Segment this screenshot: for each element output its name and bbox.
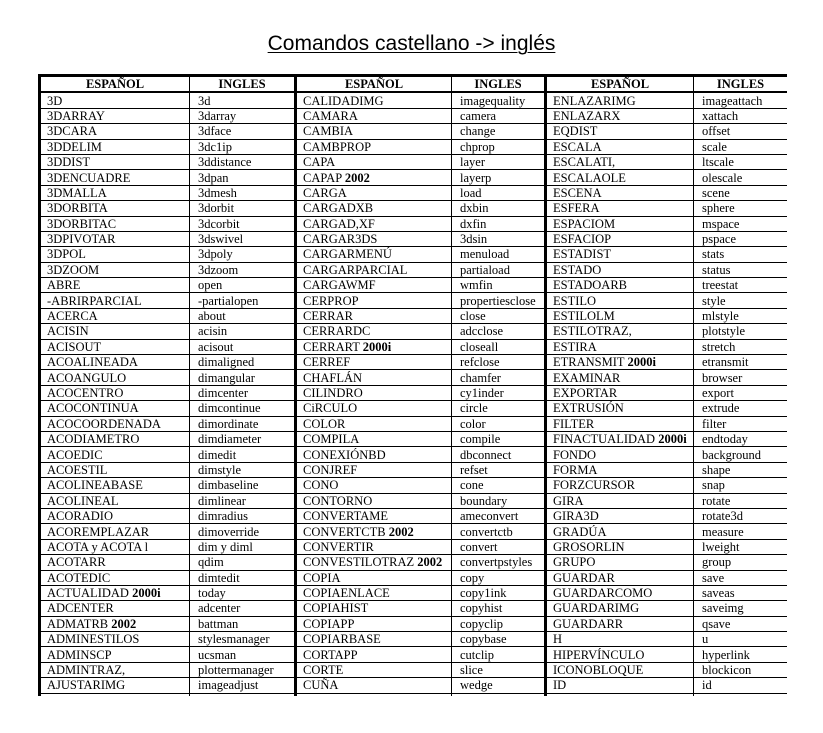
english-command-cell: acisin: [190, 324, 296, 339]
spanish-command-cell: 3DDELIM: [40, 139, 190, 154]
english-command-cell: compile: [452, 431, 546, 446]
table-row: [40, 370, 788, 385]
spanish-command-cell: HIPERVÍNCULO: [546, 647, 694, 662]
english-command-cell: copyhist: [452, 601, 546, 616]
english-command-cell: open: [190, 278, 296, 293]
spanish-command-cell: CARGAD,XF: [296, 216, 452, 231]
spanish-command-cell: GUARDARR: [546, 616, 694, 631]
table-row: [40, 262, 788, 277]
spanish-command-cell: FINACTUALIDAD 2000i: [546, 431, 694, 446]
spanish-command-cell: CHAFLÁN: [296, 370, 452, 385]
spanish-command-cell: ESFACIOP: [546, 231, 694, 246]
english-command-cell: 3d: [190, 92, 296, 108]
table-row: [40, 401, 788, 416]
english-command-cell: status: [694, 262, 788, 277]
spanish-command-cell: 3DCARA: [40, 124, 190, 139]
english-command-cell: closeall: [452, 339, 546, 354]
spanish-command-cell: CONVESTILOTRAZ 2002: [296, 555, 452, 570]
spanish-command-cell: CONTORNO: [296, 493, 452, 508]
english-command-cell: dimradius: [190, 508, 296, 523]
spanish-command-cell: ESTILO: [546, 293, 694, 308]
spanish-command-cell: CARGAR3DS: [296, 231, 452, 246]
spanish-command-cell: CILINDRO: [296, 385, 452, 400]
spanish-command-cell: GROSORLIN: [546, 539, 694, 554]
spanish-command-cell: ADMATRB 2002: [40, 616, 190, 631]
table-row: [40, 616, 788, 631]
english-command-cell: load: [452, 185, 546, 200]
spanish-command-cell: 3DARRAY: [40, 108, 190, 123]
spanish-command-cell: ACOLINEABASE: [40, 478, 190, 493]
english-command-cell: dimcenter: [190, 385, 296, 400]
spanish-command-cell: FORMA: [546, 462, 694, 477]
table-row: [40, 601, 788, 616]
english-command-cell: xattach: [694, 108, 788, 123]
table-row: [40, 92, 788, 108]
spanish-command-cell: CERRART 2000i: [296, 339, 452, 354]
spanish-command-cell: FILTER: [546, 416, 694, 431]
table-row: [40, 308, 788, 323]
spanish-command-cell: EQDIST: [546, 124, 694, 139]
english-command-cell: 3dzoom: [190, 262, 296, 277]
spanish-command-cell: 3DORBITAC: [40, 216, 190, 231]
spanish-command-cell: FONDO: [546, 447, 694, 462]
table-row: [40, 478, 788, 493]
spanish-command-cell: ADMINESTILOS: [40, 632, 190, 647]
table-row: [40, 108, 788, 123]
spanish-command-cell: CARGARMENÚ: [296, 247, 452, 262]
table-row: [40, 278, 788, 293]
english-command-cell: extrude: [694, 401, 788, 416]
spanish-command-cell: ADCENTER: [40, 601, 190, 616]
spanish-command-cell: GUARDAR: [546, 570, 694, 585]
english-command-cell: dxfin: [452, 216, 546, 231]
spanish-command-cell: ACOALINEADA: [40, 355, 190, 370]
spanish-command-cell: CARGAWMF: [296, 278, 452, 293]
english-command-cell: copybase: [452, 632, 546, 647]
english-command-cell: cy1inder: [452, 385, 546, 400]
english-command-cell: adcenter: [190, 601, 296, 616]
table-row: [40, 324, 788, 339]
spanish-command-cell: CiRCULO: [296, 401, 452, 416]
english-command-cell: mlstyle: [694, 308, 788, 323]
spanish-command-cell: 3DPOL: [40, 247, 190, 262]
spanish-command-cell: ENLAZARX: [546, 108, 694, 123]
english-command-cell: saveimg: [694, 601, 788, 616]
english-command-cell: dimoverride: [190, 524, 296, 539]
english-command-cell: menuload: [452, 247, 546, 262]
english-command-cell: dimangular: [190, 370, 296, 385]
table-row: [40, 447, 788, 462]
english-command-cell: copy1ink: [452, 585, 546, 600]
spanish-command-cell: ESCENA: [546, 185, 694, 200]
table-row: [40, 632, 788, 647]
english-command-cell: copy: [452, 570, 546, 585]
commands-table-container: [38, 74, 787, 696]
spanish-command-cell: ACOTARR: [40, 555, 190, 570]
header-ingles-3: INGLES: [694, 76, 788, 93]
header-ingles-1: INGLES: [190, 76, 296, 93]
english-command-cell: 3dswivel: [190, 231, 296, 246]
spanish-command-cell: ACOTA y ACOTA l: [40, 539, 190, 554]
english-command-cell: wedge: [452, 678, 546, 693]
spanish-command-cell: ACOCOORDENADA: [40, 416, 190, 431]
spanish-command-cell: CAPAP 2002: [296, 170, 452, 185]
english-command-cell: plotstyle: [694, 324, 788, 339]
spanish-command-cell: CAMBPROP: [296, 139, 452, 154]
table-row: [40, 647, 788, 662]
english-command-cell: -partialopen: [190, 293, 296, 308]
english-command-cell: imageattach: [694, 92, 788, 108]
table-row: [40, 662, 788, 677]
spanish-command-cell: CALIDADIMG: [296, 92, 452, 108]
spanish-command-cell: EXTRUSIÓN: [546, 401, 694, 416]
english-command-cell: group: [694, 555, 788, 570]
table-body: [40, 92, 788, 696]
english-command-cell: style: [694, 293, 788, 308]
table-row: [40, 124, 788, 139]
spanish-command-cell: ESTADOARB: [546, 278, 694, 293]
english-command-cell: imagequality: [452, 92, 546, 108]
spanish-command-cell: CONJREF: [296, 462, 452, 477]
english-command-cell: today: [190, 585, 296, 600]
spanish-command-cell: CERRARDC: [296, 324, 452, 339]
english-command-cell: color: [452, 416, 546, 431]
spanish-command-cell: 3DPIVOTAR: [40, 231, 190, 246]
spanish-command-cell: 3DZOOM: [40, 262, 190, 277]
english-command-cell: circle: [452, 401, 546, 416]
english-command-cell: olescale: [694, 170, 788, 185]
english-command-cell: 3dmesh: [190, 185, 296, 200]
document-title: [0, 31, 823, 57]
spanish-command-cell: ACOANGULO: [40, 370, 190, 385]
spanish-command-cell: 3DMALLA: [40, 185, 190, 200]
english-command-cell: measure: [694, 524, 788, 539]
table-row: [40, 585, 788, 600]
english-command-cell: convertctb: [452, 524, 546, 539]
spanish-command-cell: CONVERTIR: [296, 539, 452, 554]
spanish-command-cell: CERRAR: [296, 308, 452, 323]
english-command-cell: filter: [694, 416, 788, 431]
english-command-cell: dimlinear: [190, 493, 296, 508]
english-command-cell: camera: [452, 108, 546, 123]
spanish-command-cell: COLOR: [296, 416, 452, 431]
spanish-command-cell: CORTAPP: [296, 647, 452, 662]
spanish-command-cell: COPIA: [296, 570, 452, 585]
spanish-command-cell: CONVERTCTB 2002: [296, 524, 452, 539]
header-espanol-3: ESPAÑOL: [546, 76, 694, 93]
english-command-cell: convert: [452, 539, 546, 554]
english-command-cell: 3dorbit: [190, 201, 296, 216]
spanish-command-cell: ESTIRA: [546, 339, 694, 354]
spanish-command-cell: 3DDIST: [40, 154, 190, 169]
spanish-command-cell: 3DENCUADRE: [40, 170, 190, 185]
table-header-row: [40, 76, 788, 93]
spanish-command-cell: ACOTEDIC: [40, 570, 190, 585]
english-command-cell: boundary: [452, 493, 546, 508]
english-command-cell: acisout: [190, 339, 296, 354]
english-command-cell: cutclip: [452, 647, 546, 662]
table-row: [40, 508, 788, 523]
table-row: [40, 139, 788, 154]
spanish-command-cell: ID: [546, 678, 694, 693]
english-command-cell: dbconnect: [452, 447, 546, 462]
spanish-command-cell: CUÑA: [296, 678, 452, 693]
table-row: [40, 555, 788, 570]
cut-off-cell: [40, 693, 190, 696]
english-command-cell: cone: [452, 478, 546, 493]
spanish-command-cell: ESTADIST: [546, 247, 694, 262]
english-command-cell: blockicon: [694, 662, 788, 677]
spanish-command-cell: ADMINSCP: [40, 647, 190, 662]
spanish-command-cell: COPIAHIST: [296, 601, 452, 616]
english-command-cell: rotate3d: [694, 508, 788, 523]
english-command-cell: pspace: [694, 231, 788, 246]
english-command-cell: shape: [694, 462, 788, 477]
spanish-command-cell: ACOESTIL: [40, 462, 190, 477]
table-row: [40, 493, 788, 508]
english-command-cell: stylesmanager: [190, 632, 296, 647]
english-command-cell: adcclose: [452, 324, 546, 339]
english-command-cell: lweight: [694, 539, 788, 554]
spanish-command-cell: ACTUALIDAD 2000i: [40, 585, 190, 600]
english-command-cell: refset: [452, 462, 546, 477]
table-row: [40, 431, 788, 446]
english-command-cell: 3dc1ip: [190, 139, 296, 154]
english-command-cell: wmfin: [452, 278, 546, 293]
english-command-cell: layerp: [452, 170, 546, 185]
english-command-cell: browser: [694, 370, 788, 385]
english-command-cell: 3dface: [190, 124, 296, 139]
english-command-cell: save: [694, 570, 788, 585]
header-espanol-1: ESPAÑOL: [40, 76, 190, 93]
english-command-cell: dimstyle: [190, 462, 296, 477]
english-command-cell: copyclip: [452, 616, 546, 631]
english-command-cell: dimordinate: [190, 416, 296, 431]
spanish-command-cell: ESPACIOM: [546, 216, 694, 231]
spanish-command-cell: GIRA: [546, 493, 694, 508]
spanish-command-cell: COPIAENLACE: [296, 585, 452, 600]
cut-off-cell: [296, 693, 452, 696]
spanish-command-cell: GIRA3D: [546, 508, 694, 523]
english-command-cell: change: [452, 124, 546, 139]
spanish-command-cell: H: [546, 632, 694, 647]
table-row: [40, 185, 788, 200]
spanish-command-cell: GUARDARCOMO: [546, 585, 694, 600]
spanish-command-cell: ACODIAMETRO: [40, 431, 190, 446]
spanish-command-cell: ADMINTRAZ,: [40, 662, 190, 677]
table-row-cut-off: [40, 693, 788, 696]
spanish-command-cell: GUARDARIMG: [546, 601, 694, 616]
english-command-cell: dim y diml: [190, 539, 296, 554]
english-command-cell: dimaligned: [190, 355, 296, 370]
spanish-command-cell: 3D: [40, 92, 190, 108]
english-command-cell: dimedit: [190, 447, 296, 462]
table-row: [40, 355, 788, 370]
spanish-command-cell: ESCALATI,: [546, 154, 694, 169]
english-command-cell: qdim: [190, 555, 296, 570]
spanish-command-cell: ACERCA: [40, 308, 190, 323]
header-espanol-2: ESPAÑOL: [296, 76, 452, 93]
english-command-cell: background: [694, 447, 788, 462]
spanish-command-cell: CERPROP: [296, 293, 452, 308]
spanish-command-cell: ACISIN: [40, 324, 190, 339]
spanish-command-cell: CONEXIÓNBD: [296, 447, 452, 462]
spanish-command-cell: ACOCENTRO: [40, 385, 190, 400]
english-command-cell: offset: [694, 124, 788, 139]
table-row: [40, 462, 788, 477]
english-command-cell: ltscale: [694, 154, 788, 169]
spanish-command-cell: ACORADIO: [40, 508, 190, 523]
english-command-cell: treestat: [694, 278, 788, 293]
table-row: [40, 154, 788, 169]
english-command-cell: u: [694, 632, 788, 647]
table-row: [40, 539, 788, 554]
english-command-cell: snap: [694, 478, 788, 493]
english-command-cell: dxbin: [452, 201, 546, 216]
spanish-command-cell: GRUPO: [546, 555, 694, 570]
spanish-command-cell: ICONOBLOQUE: [546, 662, 694, 677]
spanish-command-cell: ACOCONTINUA: [40, 401, 190, 416]
english-command-cell: dimtedit: [190, 570, 296, 585]
table-row: [40, 339, 788, 354]
cut-off-cell: [190, 693, 296, 696]
spanish-command-cell: COPIARBASE: [296, 632, 452, 647]
english-command-cell: partiaload: [452, 262, 546, 277]
spanish-command-cell: FORZCURSOR: [546, 478, 694, 493]
english-command-cell: dimdiameter: [190, 431, 296, 446]
spanish-command-cell: ACOLINEAL: [40, 493, 190, 508]
commands-table: [38, 74, 787, 696]
english-command-cell: stats: [694, 247, 788, 262]
table-row: [40, 570, 788, 585]
english-command-cell: layer: [452, 154, 546, 169]
spanish-command-cell: ESFERA: [546, 201, 694, 216]
spanish-command-cell: EXAMINAR: [546, 370, 694, 385]
english-command-cell: sphere: [694, 201, 788, 216]
table-row: [40, 201, 788, 216]
english-command-cell: chamfer: [452, 370, 546, 385]
table-row: [40, 524, 788, 539]
table-row: [40, 170, 788, 185]
spanish-command-cell: ACOREMPLAZAR: [40, 524, 190, 539]
spanish-command-cell: AJUSTARIMG: [40, 678, 190, 693]
document-title-text: Comandos castellano -> inglés: [267, 32, 556, 55]
cut-off-cell: [694, 693, 788, 696]
english-command-cell: stretch: [694, 339, 788, 354]
spanish-command-cell: CAPA: [296, 154, 452, 169]
english-command-cell: about: [190, 308, 296, 323]
spanish-command-cell: ACISOUT: [40, 339, 190, 354]
english-command-cell: dimcontinue: [190, 401, 296, 416]
english-command-cell: 3darray: [190, 108, 296, 123]
spanish-command-cell: ESTADO: [546, 262, 694, 277]
spanish-command-cell: COMPILA: [296, 431, 452, 446]
header-ingles-2: INGLES: [452, 76, 546, 93]
english-command-cell: convertpstyles: [452, 555, 546, 570]
english-command-cell: battman: [190, 616, 296, 631]
table-row: [40, 247, 788, 262]
spanish-command-cell: EXPORTAR: [546, 385, 694, 400]
spanish-command-cell: ACOEDIC: [40, 447, 190, 462]
english-command-cell: chprop: [452, 139, 546, 154]
english-command-cell: endtoday: [694, 431, 788, 446]
english-command-cell: 3ddistance: [190, 154, 296, 169]
spanish-command-cell: CONVERTAME: [296, 508, 452, 523]
english-command-cell: imageadjust: [190, 678, 296, 693]
english-command-cell: 3dsin: [452, 231, 546, 246]
spanish-command-cell: ESTILOLM: [546, 308, 694, 323]
table-row: [40, 216, 788, 231]
spanish-command-cell: CONO: [296, 478, 452, 493]
english-command-cell: qsave: [694, 616, 788, 631]
english-command-cell: 3dpoly: [190, 247, 296, 262]
english-command-cell: 3dpan: [190, 170, 296, 185]
spanish-command-cell: ENLAZARIMG: [546, 92, 694, 108]
english-command-cell: id: [694, 678, 788, 693]
english-command-cell: ucsman: [190, 647, 296, 662]
table-row: [40, 385, 788, 400]
spanish-command-cell: COPIAPP: [296, 616, 452, 631]
table-row: [40, 231, 788, 246]
english-command-cell: export: [694, 385, 788, 400]
table-row: [40, 678, 788, 693]
spanish-command-cell: CERREF: [296, 355, 452, 370]
spanish-command-cell: ABRE: [40, 278, 190, 293]
english-command-cell: close: [452, 308, 546, 323]
table-row: [40, 293, 788, 308]
english-command-cell: rotate: [694, 493, 788, 508]
english-command-cell: ameconvert: [452, 508, 546, 523]
spanish-command-cell: ESCALA: [546, 139, 694, 154]
cut-off-cell: [452, 693, 546, 696]
spanish-command-cell: CARGA: [296, 185, 452, 200]
english-command-cell: refclose: [452, 355, 546, 370]
table-row: [40, 416, 788, 431]
english-command-cell: etransmit: [694, 355, 788, 370]
english-command-cell: saveas: [694, 585, 788, 600]
english-command-cell: plottermanager: [190, 662, 296, 677]
english-command-cell: hyperlink: [694, 647, 788, 662]
english-command-cell: scale: [694, 139, 788, 154]
english-command-cell: scene: [694, 185, 788, 200]
cut-off-cell: [546, 693, 694, 696]
spanish-command-cell: ESCALAOLE: [546, 170, 694, 185]
spanish-command-cell: CARGARPARCIAL: [296, 262, 452, 277]
english-command-cell: mspace: [694, 216, 788, 231]
spanish-command-cell: GRADÚA: [546, 524, 694, 539]
spanish-command-cell: CAMBIA: [296, 124, 452, 139]
english-command-cell: 3dcorbit: [190, 216, 296, 231]
spanish-command-cell: CORTE: [296, 662, 452, 677]
english-command-cell: slice: [452, 662, 546, 677]
spanish-command-cell: -ABRIRPARCIAL: [40, 293, 190, 308]
spanish-command-cell: ETRANSMIT 2000i: [546, 355, 694, 370]
spanish-command-cell: CAMARA: [296, 108, 452, 123]
spanish-command-cell: 3DORBITA: [40, 201, 190, 216]
spanish-command-cell: CARGADXB: [296, 201, 452, 216]
english-command-cell: dimbaseline: [190, 478, 296, 493]
english-command-cell: propertiesclose: [452, 293, 546, 308]
spanish-command-cell: ESTILOTRAZ,: [546, 324, 694, 339]
